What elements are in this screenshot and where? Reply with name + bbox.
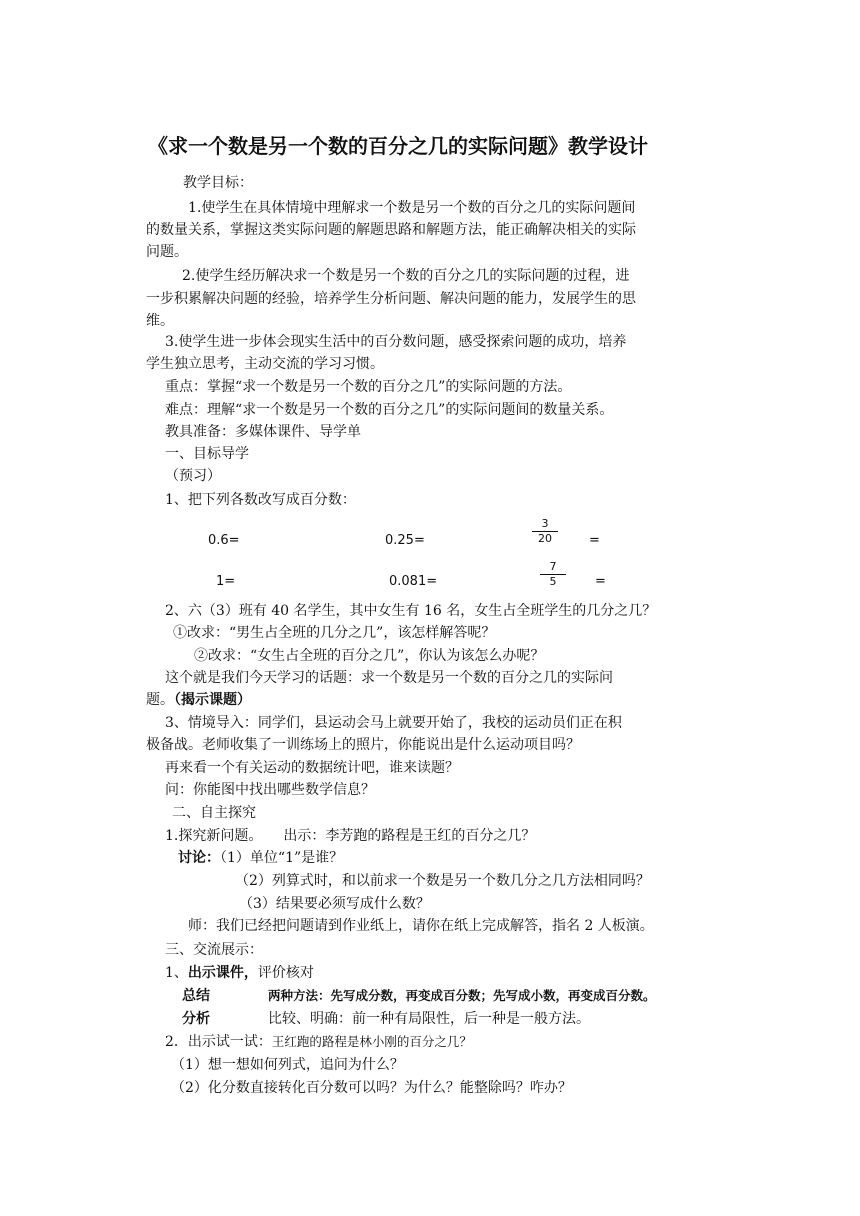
topic-reveal-label: （揭示课题） [174,692,251,708]
discuss-3: （3）结果要必须写成什么数？ [239,896,430,912]
fraction-denominator: 20 [538,532,552,545]
objective-1-line-3: 问题。 [146,244,188,260]
fraction-denominator: 5 [549,575,557,588]
show-courseware [165,962,314,984]
try-question-2: （2）化分数直接转化百分数可以吗？为什么？能整除吗？咋办？ [171,1080,572,1096]
show-rest: 评价核对 [257,965,314,981]
preview-label: （预习） [165,468,221,484]
question-3-line-1: 3、情境导入：同学们，县运动会马上就要开始了，我校的运动员们正在积 [165,715,622,731]
materials: 教具准备：多媒体课件、导学单 [165,424,361,440]
objective-2-line-2: 一步积累解决问题的经验，培养学生分析问题、解决问题的能力，发展学生的思 [146,291,636,307]
analysis-text: 比较、明确：前一种有局限性，后一种是一般方法。 [268,1011,590,1027]
explore-1: 1.探究新问题。 出示：李芳跑的路程是王红的百分之几？ [165,828,536,844]
topic-line-2 [146,689,251,711]
exercise-f-equals: = [595,574,606,589]
fraction-numerator: 3 [541,517,549,530]
question-2: 2、六（3）班有 40 名学生，其中女生有 16 名，女生占全班学生的几分之几？ [165,603,657,619]
discuss-line-1 [178,847,343,869]
section-1-heading: 一、目标导学 [165,446,249,462]
objective-1-line-1: 1.使学生在具体情境中理解求一个数是另一个数的百分之几的实际问题间 [188,200,636,216]
exercise-a: 0.6= [208,533,240,548]
section-2-heading: 二、自主探究 [172,805,256,821]
try-it-line [165,1031,472,1053]
page-title: 《求一个数是另一个数的百分之几的实际问题》教学设计 [148,134,648,158]
summary-text: 两种方法：先写成分数，再变成百分数；先写成小数，再变成百分数。 [268,988,656,1003]
question-3-line-4: 问：你能图中找出哪些数学信息？ [165,782,375,798]
analysis-label: 分析 [182,1011,210,1027]
summary-label: 总结 [182,988,210,1004]
show-bold: 出示课件， [187,965,258,981]
exercise-e: 0.081= [389,574,438,589]
question-2-variant-a: ①改求：“男生占全班的几分之几”，该怎样解答呢？ [173,625,496,641]
exercise-c-equals: = [589,533,600,548]
question-2-variant-b: ②改求：“女生占全班的百分之几”，你认为该怎么办呢？ [194,648,545,664]
topic-line-1: 这个就是我们今天学习的话题：求一个数是另一个数的百分之几的实际问 [165,670,613,686]
objective-3-line-2: 学生独立思考，主动交流的学习习惯。 [146,356,384,372]
question-3-line-3: 再来看一个有关运动的数据统计吧，谁来读题？ [165,760,459,776]
show-prefix: 1、 [165,965,188,981]
exercise-d: 1= [216,574,236,589]
question-1: 1、把下列各数改写成百分数： [165,492,356,508]
discuss-label: 讨论： [178,850,220,866]
fraction-7-5 [540,561,566,588]
try-prefix: 2．出示试一试： [165,1034,272,1050]
try-question-1: （1）想一想如何列式，追问为什么？ [171,1057,404,1073]
section-3-heading: 三、交流展示： [165,942,263,958]
discuss-1: （1）单位“1”是谁？ [220,850,344,866]
objective-3-line-1: 3.使学生进一步体会现实生活中的百分数问题，感受探索问题的成功，培养 [165,334,627,350]
discuss-2: （2）列算式时，和以前求一个数是另一个数几分之几方法相同吗？ [235,873,650,889]
try-text: 王红跑的路程是林小刚的百分之几？ [271,1034,472,1049]
fraction-3-20 [532,518,558,545]
objective-2-line-3: 维。 [146,313,174,329]
objectives-heading: 教学目标： [183,175,253,191]
exercise-b: 0.25= [385,533,425,548]
objective-2-line-1: 2.使学生经历解决求一个数是另一个数的百分之几的实际问题的过程，进 [182,268,630,284]
teacher-note: 师：我们已经把问题请到作业纸上，请你在纸上完成解答，指名 2 人板演。 [188,918,654,934]
key-point: 重点：掌握“求一个数是另一个数的百分之几”的实际问题的方法。 [165,379,572,395]
difficulty: 难点：理解“求一个数是另一个数的百分之几”的实际问题间的数量关系。 [165,402,614,418]
question-3-line-2: 极备战。老师收集了一训练场上的照片，你能说出是什么运动项目吗？ [146,737,580,753]
fraction-numerator: 7 [549,560,557,573]
objective-1-line-2: 的数量关系，掌握这类实际问题的解题思路和解题方法，能正确解决相关的实际 [146,222,636,238]
topic-line-2-text: 题。 [146,692,174,708]
